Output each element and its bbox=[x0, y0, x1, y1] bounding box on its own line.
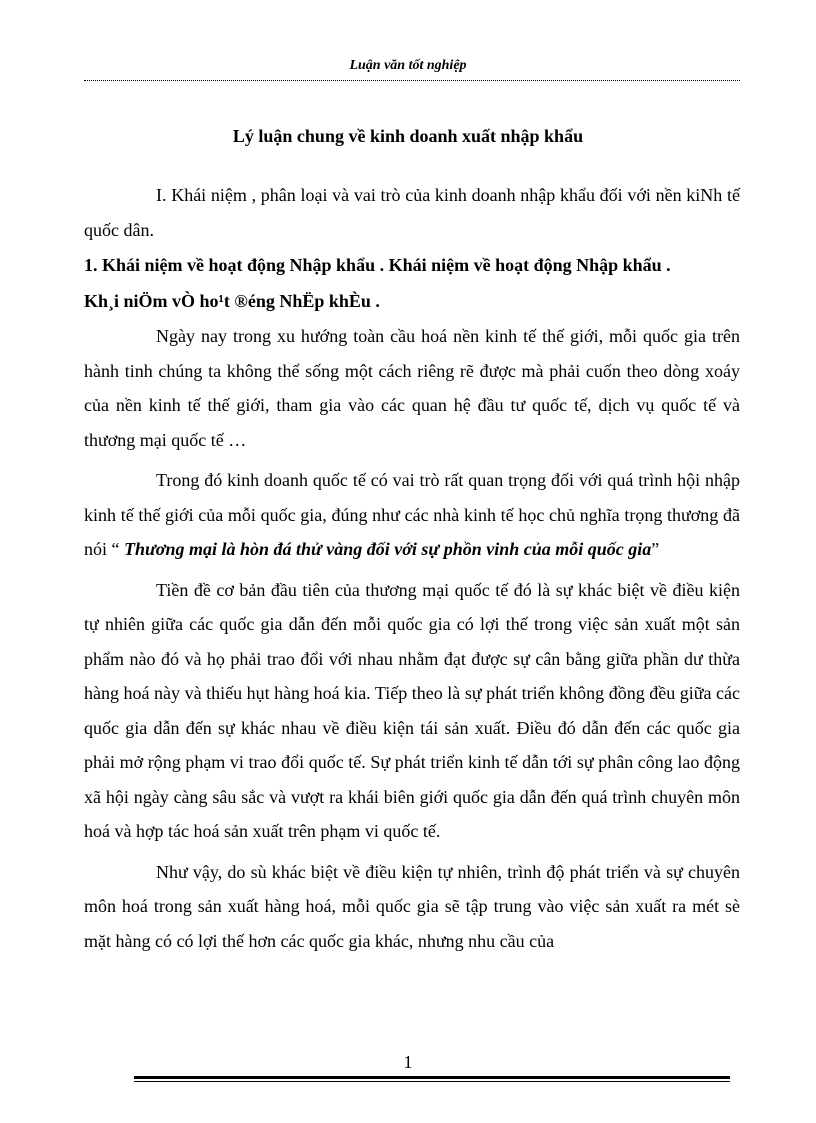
document-title: Lý luận chung về kinh doanh xuất nhập khẩu bbox=[232, 126, 584, 146]
paragraph-2-text: Trong đó kinh doanh quốc tế có vai trò rất quan trọng đối với quá trình hội nhập kinh tế thế giới của mỗi quốc gia, đúng như các nhà kinh tế học chủ nghĩa trọng thương đã nói “ bbox=[84, 470, 740, 559]
garbled-heading: Kh¸i niÖm vÒ ho¹t ®éng NhËp khÈu . bbox=[84, 291, 380, 311]
running-header: Luận văn tốt nghiệp bbox=[349, 58, 467, 73]
paragraph-1: Ngày nay trong xu hướng toàn cầu hoá nền kinh tế thế giới, mỗi quốc gia trên hành tinh chúng ta không thể sống một cách riêng rẽ được mà phải cuốn theo dòng xoáy của nền kinh tế thế giới, tham gia vào các quan hệ đầu tư quốc tế, dịch vụ quốc tế và thương mại quốc tế … bbox=[84, 326, 740, 450]
paragraph-4: Như vậy, do sù khác biệt về điều kiện tự nhiên, trình độ phát triển và sự chuyên môn hoá trong sản xuất hàng hoá, mỗi quốc gia sẽ tập trung vào việc sản xuất ra mét sè mặt hàng có có lợi thế hơn các quốc gia khác, nhưng nhu cầu của bbox=[84, 861, 740, 951]
subheading: 1. Khái niệm về hoạt động Nhập khẩu . Khái niệm về hoạt động Nhập khẩu . bbox=[84, 255, 671, 275]
section-heading: I. Khái niệm , phân loại và vai trò của kinh doanh nhập khẩu đối với nền kiNh tế quốc dân. bbox=[84, 185, 740, 240]
footer-divider bbox=[134, 1076, 730, 1082]
page-number: 1 bbox=[403, 1052, 413, 1072]
header-divider bbox=[84, 80, 740, 81]
paragraph-3: Tiền đề cơ bản đầu tiên của thương mại quốc tế đó là sự khác biệt về điều kiện tự nhiên giữa các quốc gia dẫn đến mỗi quốc gia có lợi thế trong việc sản xuất một sản phẩm nào đó và họ phải trao đổi với nhau nhằm đạt được sự cân bằng giữa phần dư thừa hàng hoá này và thiếu hụt hàng hoá kia. Tiếp theo là sự phát triển không đồng đều giữa các quốc gia dẫn đến sự khác nhau về điều kiện tái sản xuất. Điều đó dẫn đến các quốc gia phải mở rộng phạm vi trao đổi quốc tế. Sự phát triển kinh tế dẫn tới sự phân công lao động xã hội ngày càng sâu sắc và vượt ra khái biên giới quốc gia dẫn đến quá trình chuyên môn hoá và hợp tác hoá sản xuất trên phạm vi quốc tế. bbox=[84, 579, 740, 841]
paragraph-2 bbox=[84, 463, 740, 567]
document-body bbox=[84, 178, 740, 958]
paragraph-2-quote: Thương mại là hòn đá thử vàng đối với sự phồn vinh của mỗi quốc gia bbox=[124, 539, 652, 559]
paragraph-2-close: ” bbox=[651, 539, 660, 559]
